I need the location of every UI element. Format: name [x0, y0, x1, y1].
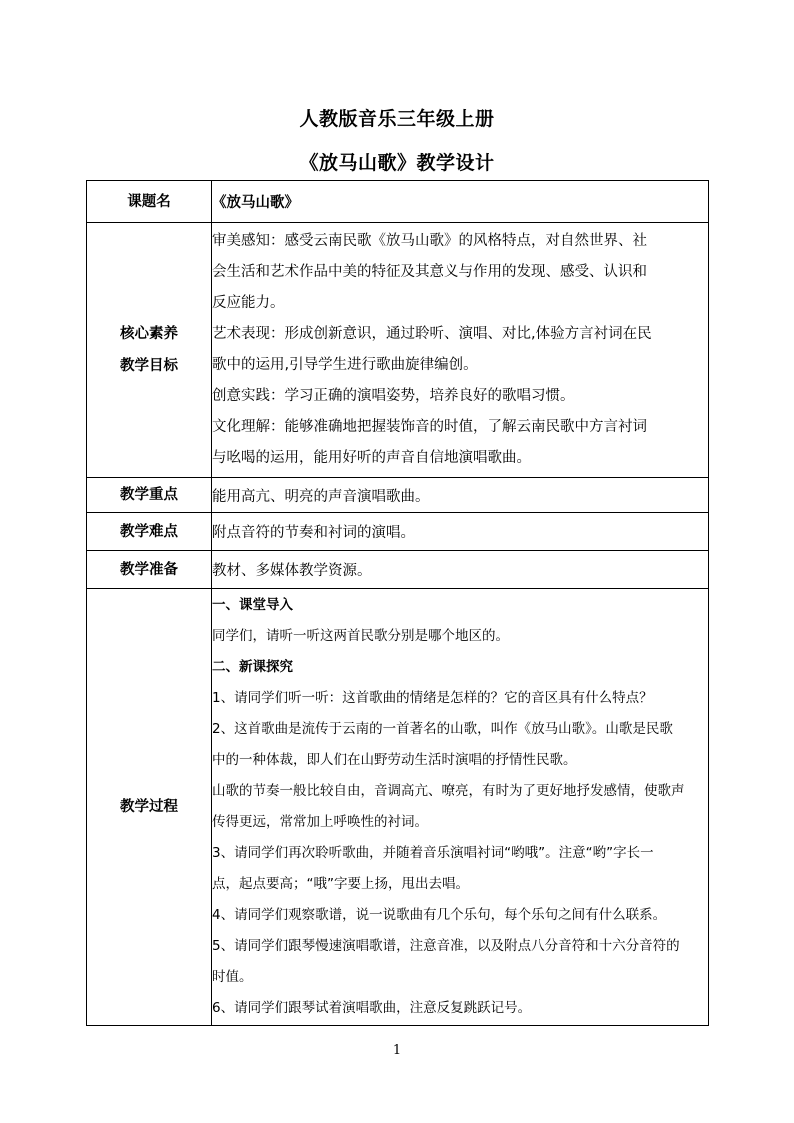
goals-label-line-2: 教学目标	[120, 358, 178, 374]
row-label-process: 教学过程	[87, 589, 212, 1026]
process-line: 1、请同学们听一听：这首歌曲的情绪是怎样的？它的音区具有什么特点？	[212, 690, 653, 706]
goals-line: 文化理解：能够准确地把握装饰音的时值，了解云南民歌中方言衬词	[212, 419, 647, 435]
process-line: 山歌的节奏一般比较自由，音调高亢、嘹亮，有时为了更好地抒发感情，使歌声	[212, 783, 685, 799]
row-label-prep: 教学准备	[87, 551, 212, 589]
goals-line: 与吆喝的运用，能用好听的声音自信地演唱歌曲。	[212, 450, 531, 466]
row-value-key: 能用高亢、明亮的声音演唱歌曲。	[212, 478, 709, 513]
process-line: 4、请同学们观察歌谱，说一说歌曲有几个乐句，每个乐句之间有什么联系。	[212, 907, 667, 923]
row-value-difficulty: 附点音符的节奏和衬词的演唱。	[212, 513, 709, 551]
process-line: 2、这首歌曲是流传于云南的一首著名的山歌，叫作《放马山歌》。山歌是民歌	[212, 721, 673, 737]
row-value-process	[212, 589, 709, 1026]
document-title: 人教版音乐三年级上册	[299, 108, 495, 130]
row-value-topic: 《放马山歌》	[212, 181, 709, 223]
table-row-prep	[87, 551, 709, 589]
goals-line: 创意实践：学习正确的演唱姿势，培养良好的歌唱习惯。	[212, 388, 575, 404]
row-label-difficulty: 教学难点	[87, 513, 212, 551]
process-line: 中的一种体裁，即人们在山野劳动生活时演唱的抒情性民歌。	[212, 752, 577, 768]
row-value-goals	[212, 223, 709, 478]
row-value-prep: 教材、多媒体教学资源。	[212, 551, 709, 589]
process-heading: 二、新课探究	[212, 659, 293, 675]
process-line: 3、请同学们再次聆听歌曲，并随着音乐演唱衬词“哟哦”。注意“哟”字长一	[212, 845, 654, 861]
page-number: 1	[392, 1043, 402, 1058]
goals-label-line-1: 核心素养	[120, 326, 178, 342]
goals-line: 歌中的运用,引导学生进行歌曲旋律编创。	[212, 357, 478, 373]
process-line: 6、请同学们跟琴试着演唱歌曲，注意反复跳跃记号。	[212, 1000, 532, 1016]
document-subtitle: 《放马山歌》教学设计	[299, 152, 495, 174]
goals-line: 艺术表现：形成创新意识，通过聆听、演唱、对比,体验方言衬词在民	[212, 326, 652, 342]
row-label-topic: 课题名	[87, 181, 212, 223]
table-row-topic	[87, 181, 709, 223]
table-row-difficulty	[87, 513, 709, 551]
goals-line: 反应能力。	[212, 295, 285, 311]
table-row-process	[87, 589, 709, 1026]
table-row-goals	[87, 223, 709, 478]
process-line: 点，起点要高；“哦”字要上扬，甩出去唱。	[212, 876, 469, 892]
row-label-key: 教学重点	[87, 478, 212, 513]
table-row-key	[87, 478, 709, 513]
process-heading: 一、课堂导入	[212, 597, 293, 613]
row-label-goals	[87, 223, 212, 478]
lesson-plan-table	[86, 180, 709, 1026]
goals-line: 审美感知：感受云南民歌《放马山歌》的风格特点，对自然世界、社	[212, 233, 647, 249]
goals-line: 会生活和艺术作品中美的特征及其意义与作用的发现、感受、认识和	[212, 264, 647, 280]
process-line: 5、请同学们跟琴慢速演唱歌谱，注意音准，以及附点八分音符和十六分音符的	[212, 938, 680, 954]
process-line: 传得更远，常常加上呼唤性的衬词。	[212, 814, 428, 830]
process-line: 同学们，请听一听这两首民歌分别是哪个地区的。	[212, 628, 509, 644]
process-line: 时值。	[212, 969, 253, 985]
